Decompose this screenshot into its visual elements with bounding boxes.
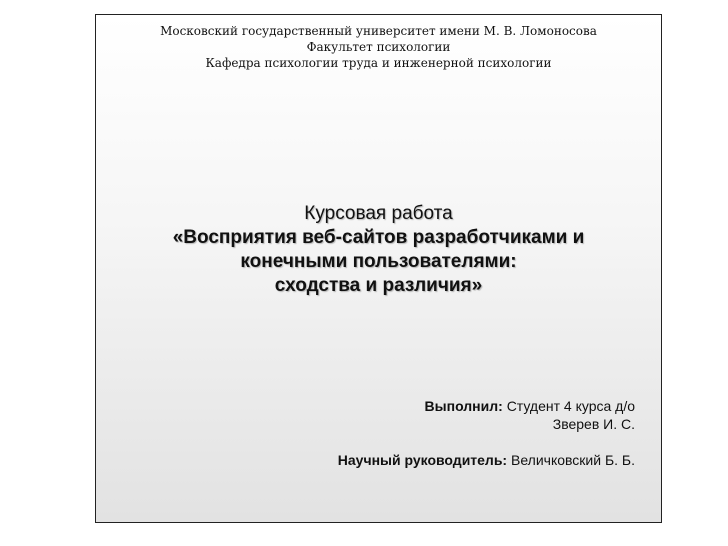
spacer (338, 433, 635, 451)
topic-line-2: конечными пользователями: (240, 251, 517, 272)
author-name: Зверев И. С. (552, 416, 635, 432)
author-role: Студент 4 курса д/о (506, 398, 635, 414)
work-title (96, 202, 661, 298)
topic-line-3: сходства и различия» (274, 275, 483, 296)
title-slide (95, 14, 662, 523)
supervisor-row (338, 451, 635, 469)
supervisor-name: Величковский Б. Б. (511, 452, 635, 468)
work-kind: Курсовая работа (304, 203, 453, 224)
author-label: Выполнил: (424, 398, 503, 414)
credits-block (338, 397, 635, 469)
faculty-name: Факультет психологии (306, 40, 451, 54)
department-name: Кафедра психологии труда и инженерной психологии (205, 56, 552, 70)
institution-header (96, 23, 661, 71)
author-row (338, 397, 635, 415)
university-name: Московский государственный университет имени М. В. Ломоносова (160, 24, 597, 38)
supervisor-label: Научный руководитель: (337, 452, 508, 468)
topic-line-1: «Восприятия веб-сайтов разработчиками и (172, 227, 585, 248)
